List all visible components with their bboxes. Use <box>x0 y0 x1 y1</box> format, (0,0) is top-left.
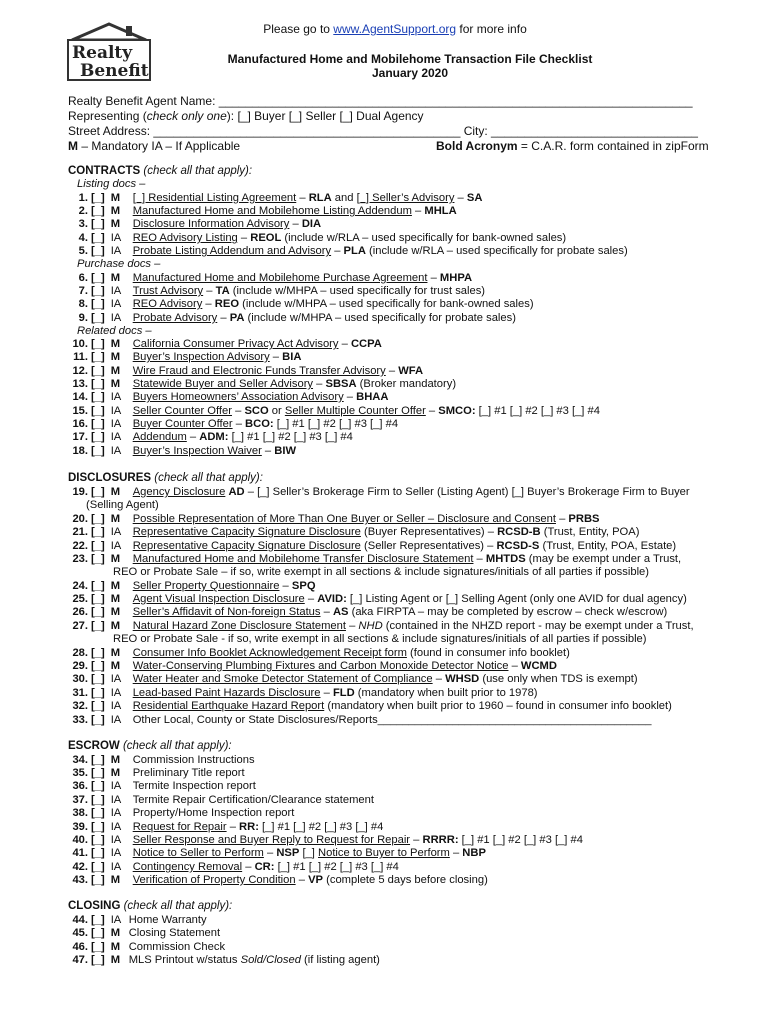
item-text: Seller’s Affidavit of Non-foreign Status – AS (aka FIRPTA – may be completed by escrow – check w/escrow) <box>132 606 668 618</box>
item-requirement-type: IA <box>110 285 122 297</box>
item-number: 47. <box>72 954 88 966</box>
checklist-item <box>64 338 382 351</box>
item-requirement-type: IA <box>110 445 122 457</box>
item-text: Property/Home Inspection report <box>132 807 295 819</box>
checklist-item <box>113 566 649 579</box>
item-checkbox[interactable]: [_] <box>91 847 105 859</box>
item-text: Natural Hazard Zone Disclosure Statement – NHD (contained in the NHZD report - may be exempt under a Trust, <box>132 620 694 632</box>
item-checkbox[interactable]: [_] <box>91 431 105 443</box>
checklist-item <box>64 687 538 700</box>
item-checkbox[interactable]: [_] <box>91 647 105 659</box>
document-title <box>0 52 770 80</box>
item-checkbox[interactable]: [_] <box>91 927 105 939</box>
item-checkbox[interactable]: [_] <box>91 391 105 403</box>
item-text: Buyer’s Inspection Advisory – BIA <box>132 351 302 363</box>
checklist-item <box>64 365 423 378</box>
item-text: Termite Repair Certification/Clearance statement <box>132 794 374 806</box>
item-requirement-type: M <box>110 754 121 766</box>
item-requirement-type: IA <box>110 687 122 699</box>
item-text: Representative Capacity Signature Disclosure (Buyer Representatives) – RCSD-B (Trust, Entity, POA) <box>132 526 640 538</box>
item-number: 4. <box>78 232 88 244</box>
item-checkbox[interactable]: [_] <box>91 861 105 873</box>
item-requirement-type: M <box>110 620 121 632</box>
item-text: Verification of Property Condition – VP (complete 5 days before closing) <box>132 874 488 886</box>
item-requirement-type: M <box>110 553 121 565</box>
item-text: Manufactured Home and Mobilehome Transfer Disclosure Statement – MHTDS (may be exempt under a Trust, <box>132 553 682 565</box>
item-number: 28. <box>72 647 88 659</box>
item-requirement-type: M <box>110 927 121 939</box>
item-requirement-type: IA <box>110 834 122 846</box>
item-number: 17. <box>72 431 88 443</box>
item-text: Manufactured Home and Mobilehome Purchase Agreement – MHPA <box>132 272 473 284</box>
item-text: Seller Response and Buyer Reply to Request for Repair – RRRR: [_] #1 [_] #2 [_] #3 [_] #4 <box>132 834 583 846</box>
logo-text-realty: Realty <box>72 43 133 63</box>
item-number: 39. <box>72 821 88 833</box>
checklist-item <box>64 927 220 940</box>
checklist-item <box>64 660 557 673</box>
item-number: 13. <box>72 378 88 390</box>
subsection-related-docs: Related docs – <box>77 325 152 337</box>
item-text: Possible Representation of More Than One Buyer or Seller – Disclosure and Consent – PRBS <box>132 513 600 525</box>
item-number: 25. <box>72 593 88 605</box>
checklist-item <box>64 298 534 311</box>
legend-bold-acronym: Bold Acronym = C.A.R. form contained in zipForm <box>436 139 709 153</box>
checklist-item <box>64 780 256 793</box>
item-number: 46. <box>72 941 88 953</box>
item-checkbox[interactable]: [_] <box>91 513 105 525</box>
item-number: 38. <box>72 807 88 819</box>
item-number: 27. <box>72 620 88 632</box>
item-checkbox[interactable]: [_] <box>91 780 105 792</box>
item-number: 6. <box>78 272 88 284</box>
checklist-item <box>64 593 687 606</box>
checklist-item <box>64 526 639 539</box>
item-checkbox[interactable]: [_] <box>91 445 105 457</box>
item-text: REO Advisory – REO (include w/MHPA – used specifically for bank-owned sales) <box>132 298 534 310</box>
item-requirement-type: M <box>110 593 121 605</box>
item-checkbox[interactable]: [_] <box>91 821 105 833</box>
item-text: Termite Inspection report <box>132 780 256 792</box>
item-text: California Consumer Privacy Act Advisory – CCPA <box>132 338 382 350</box>
item-checkbox[interactable]: [_] <box>91 298 105 310</box>
item-requirement-type: IA <box>110 418 122 430</box>
item-text: Water Heater and Smoke Detector Statement of Compliance – WHSD (use only when TDS is exempt) <box>132 673 638 685</box>
item-checkbox[interactable]: [_] <box>91 767 105 779</box>
item-checkbox[interactable]: [_] <box>91 687 105 699</box>
item-requirement-type: IA <box>110 526 122 538</box>
item-number: 35. <box>72 767 88 779</box>
item-requirement-type: IA <box>110 391 122 403</box>
item-text: Seller Property Questionnaire – SPQ <box>132 580 316 592</box>
checklist-item <box>64 794 374 807</box>
checklist-item <box>64 445 296 458</box>
item-requirement-type: M <box>110 378 121 390</box>
section-escrow: ESCROW (check all that apply): <box>68 740 232 752</box>
checklist-item <box>64 874 488 887</box>
item-requirement-type: M <box>110 647 121 659</box>
item-number: 22. <box>72 540 88 552</box>
item-checkbox[interactable]: [_] <box>91 794 105 806</box>
item-text: (Selling Agent) <box>86 499 159 511</box>
item-text: Agent Visual Inspection Disclosure – AVID: [_] Listing Agent or [_] Selling Agent (only one AVID for dual agency) <box>132 593 687 605</box>
item-number: 20. <box>72 513 88 525</box>
item-requirement-type: IA <box>110 312 122 324</box>
item-text: Manufactured Home and Mobilehome Listing Addendum – MHLA <box>132 205 457 217</box>
item-requirement-type: M <box>110 365 121 377</box>
item-requirement-type: M <box>110 218 121 230</box>
item-number: 2. <box>78 205 88 217</box>
checklist-item <box>64 834 583 847</box>
checklist-item <box>64 513 600 526</box>
agentsupport-link[interactable]: www.AgentSupport.org <box>333 22 457 36</box>
logo-text-benefit: Benefit <box>80 61 149 81</box>
item-text: Buyer Counter Offer – BCO: [_] #1 [_] #2 [_] #3 [_] #4 <box>132 418 399 430</box>
section-closing: CLOSING (check all that apply): <box>68 900 233 912</box>
checklist-item <box>64 673 638 686</box>
item-checkbox[interactable]: [_] <box>91 660 105 672</box>
checklist-item <box>64 205 457 218</box>
item-checkbox[interactable]: [_] <box>91 351 105 363</box>
item-number: 44. <box>72 914 88 926</box>
item-requirement-type: M <box>110 486 121 498</box>
subsection-listing-docs: Listing docs – <box>77 178 146 190</box>
item-text: Representative Capacity Signature Disclosure (Seller Representatives) – RCSD-S (Trust, Entity, POA, Estate) <box>132 540 677 552</box>
item-requirement-type: IA <box>110 714 122 726</box>
item-number: 7. <box>78 285 88 297</box>
item-requirement-type: IA <box>110 673 122 685</box>
item-requirement-type: M <box>110 606 121 618</box>
item-requirement-type: IA <box>110 540 122 552</box>
checklist-item <box>64 405 600 418</box>
item-requirement-type: IA <box>110 298 122 310</box>
subsection-purchase-docs: Purchase docs – <box>77 258 161 270</box>
item-number: 26. <box>72 606 88 618</box>
item-number: 29. <box>72 660 88 672</box>
item-checkbox[interactable]: [_] <box>91 874 105 886</box>
item-requirement-type: IA <box>110 821 122 833</box>
checklist-item <box>64 312 516 325</box>
item-number: 12. <box>72 365 88 377</box>
checklist-item <box>64 714 651 727</box>
section-contracts: CONTRACTS (check all that apply): <box>68 165 253 177</box>
item-requirement-type: M <box>110 874 121 886</box>
item-requirement-type: M <box>110 351 121 363</box>
item-checkbox[interactable]: [_] <box>91 378 105 390</box>
checklist-item <box>64 847 486 860</box>
item-text: Notice to Seller to Perform – NSP [_] Notice to Buyer to Perform – NBP <box>132 847 486 859</box>
item-requirement-type: M <box>110 192 121 204</box>
item-text: [_] Residential Listing Agreement – RLA and [_] Seller’s Advisory – SA <box>132 192 483 204</box>
checklist-item <box>64 272 472 285</box>
item-number: 40. <box>72 834 88 846</box>
item-number: 24. <box>72 580 88 592</box>
item-text: Lead-based Paint Hazards Disclosure – FLD (mandatory when built prior to 1978) <box>132 687 538 699</box>
checklist-item <box>64 914 207 927</box>
item-checkbox[interactable]: [_] <box>91 941 105 953</box>
item-text: Buyers Homeowners’ Association Advisory – BHAA <box>132 391 389 403</box>
item-text: Water-Conserving Plumbing Fixtures and Carbon Monoxide Detector Notice – WCMD <box>132 660 557 672</box>
item-text: REO or Probate Sale - if so, write exempt in all sections & include signatures/initials of all parties if possible) <box>113 633 647 645</box>
checklist-item <box>64 391 388 404</box>
item-number: 31. <box>72 687 88 699</box>
checklist-item <box>64 861 399 874</box>
checklist-item <box>64 378 456 391</box>
item-requirement-type: M <box>110 580 121 592</box>
item-text: REO Advisory Listing – REOL (include w/RLA – used specifically for bank-owned sales) <box>132 232 567 244</box>
item-text: Closing Statement <box>128 927 221 939</box>
item-number: 30. <box>72 673 88 685</box>
item-checkbox[interactable]: [_] <box>91 272 105 284</box>
item-number: 37. <box>72 794 88 806</box>
checklist-item <box>64 954 380 967</box>
checklist-item <box>64 245 628 258</box>
checklist-item <box>64 431 353 444</box>
checklist-item <box>64 700 672 713</box>
checklist-item <box>64 553 681 566</box>
item-number: 19. <box>72 486 88 498</box>
item-text: MLS Printout w/status Sold/Closed (if listing agent) <box>128 954 380 966</box>
item-checkbox[interactable]: [_] <box>91 540 105 552</box>
item-requirement-type: M <box>110 338 121 350</box>
checklist-item <box>64 580 316 593</box>
item-number: 15. <box>72 405 88 417</box>
checklist-item <box>64 647 570 660</box>
item-checkbox[interactable]: [_] <box>91 606 105 618</box>
item-checkbox[interactable]: [_] <box>91 714 105 726</box>
title-date: January 2020 <box>371 66 449 80</box>
item-checkbox[interactable]: [_] <box>91 673 105 685</box>
item-text: Wire Fraud and Electronic Funds Transfer Advisory – WFA <box>132 365 424 377</box>
checklist-item <box>64 807 294 820</box>
item-number: 21. <box>72 526 88 538</box>
item-number: 34. <box>72 754 88 766</box>
item-requirement-type: M <box>110 767 121 779</box>
item-checkbox[interactable]: [_] <box>91 954 105 966</box>
agent-name-line[interactable]: Realty Benefit Agent Name: _______________________________________________________________________ <box>68 94 693 108</box>
item-checkbox[interactable]: [_] <box>91 620 105 632</box>
item-number: 8. <box>78 298 88 310</box>
item-checkbox[interactable]: [_] <box>91 593 105 605</box>
item-checkbox[interactable]: [_] <box>91 914 105 926</box>
item-text: Residential Earthquake Hazard Report (mandatory when built prior to 1960 – found in consumer info booklet) <box>132 700 672 712</box>
representing-line[interactable]: Representing (check only one): [_] Buyer [_] Seller [_] Dual Agency <box>68 109 424 123</box>
item-requirement-type: M <box>110 513 121 525</box>
item-text: Probate Listing Addendum and Advisory – PLA (include w/RLA – used specifically for probate sales) <box>132 245 628 257</box>
item-checkbox[interactable]: [_] <box>91 580 105 592</box>
item-checkbox[interactable]: [_] <box>91 700 105 712</box>
item-checkbox[interactable]: [_] <box>91 405 105 417</box>
item-number: 42. <box>72 861 88 873</box>
item-checkbox[interactable]: [_] <box>91 754 105 766</box>
item-text: Preliminary Title report <box>132 767 245 779</box>
item-number: 33. <box>72 714 88 726</box>
item-text: Contingency Removal – CR: [_] #1 [_] #2 [_] #3 [_] #4 <box>132 861 399 873</box>
item-text: Statewide Buyer and Seller Advisory – SBSA (Broker mandatory) <box>132 378 457 390</box>
item-checkbox[interactable]: [_] <box>91 418 105 430</box>
checklist-item <box>64 418 398 431</box>
item-text: Other Local, County or State Disclosures/Reports____________________________________________ <box>132 714 652 726</box>
item-number: 1. <box>78 192 88 204</box>
checklist-item <box>64 351 301 364</box>
item-text: Agency Disclosure AD – [_] Seller’s Brokerage Firm to Seller (Listing Agent) [_] Buyer’s Brokerage Firm to Buyer <box>132 486 690 498</box>
checklist-item <box>64 754 255 767</box>
item-number: 10. <box>72 338 88 350</box>
item-requirement-type: M <box>110 954 121 966</box>
item-number: 45. <box>72 927 88 939</box>
item-text: Probate Advisory – PA (include w/MHPA – used specifically for probate sales) <box>132 312 516 324</box>
item-number: 11. <box>73 351 88 363</box>
item-requirement-type: IA <box>110 405 122 417</box>
item-text: Disclosure Information Advisory – DIA <box>132 218 322 230</box>
item-number: 23. <box>72 553 88 565</box>
item-checkbox[interactable]: [_] <box>91 553 105 565</box>
item-text: Request for Repair – RR: [_] #1 [_] #2 [_] #3 [_] #4 <box>132 821 384 833</box>
item-requirement-type: IA <box>110 232 122 244</box>
item-text: Home Warranty <box>128 914 207 926</box>
item-checkbox[interactable]: [_] <box>91 365 105 377</box>
item-number: 3. <box>78 218 88 230</box>
item-requirement-type: M <box>110 660 121 672</box>
item-number: 14. <box>72 391 88 403</box>
item-requirement-type: M <box>110 272 121 284</box>
checklist-item <box>64 767 245 780</box>
item-text: Consumer Info Booklet Acknowledgement Receipt form (found in consumer info booklet) <box>132 647 570 659</box>
checklist-item <box>64 232 566 245</box>
item-requirement-type: IA <box>110 861 122 873</box>
checklist-item <box>64 620 694 633</box>
checklist-item <box>64 285 485 298</box>
item-number: 9. <box>78 312 88 324</box>
item-text: Buyer’s Inspection Waiver – BIW <box>132 445 297 457</box>
checklist-item <box>64 941 225 954</box>
item-text: Addendum – ADM: [_] #1 [_] #2 [_] #3 [_] #4 <box>132 431 353 443</box>
item-checkbox[interactable]: [_] <box>91 218 105 230</box>
item-checkbox[interactable]: [_] <box>91 526 105 538</box>
item-text: REO or Probate Sale – if so, write exempt in all sections & include signatures/initials of all parties if possible) <box>113 566 650 578</box>
street-address-line[interactable]: Street Address: ______________________________________________ City: _______________________________ <box>68 124 698 138</box>
checklist-item <box>64 192 482 205</box>
item-number: 32. <box>72 700 88 712</box>
item-requirement-type: M <box>110 941 121 953</box>
item-checkbox[interactable]: [_] <box>91 338 105 350</box>
item-requirement-type: IA <box>110 807 122 819</box>
item-checkbox[interactable]: [_] <box>91 312 105 324</box>
section-disclosures: DISCLOSURES (check all that apply): <box>68 472 263 484</box>
item-requirement-type: IA <box>110 780 122 792</box>
item-number: 36. <box>72 780 88 792</box>
checklist-item <box>113 633 647 646</box>
checklist-item <box>64 540 676 553</box>
checklist-item <box>64 218 321 231</box>
info-note: Please go to www.AgentSupport.org for more info <box>263 22 527 36</box>
item-number: 43. <box>72 874 88 886</box>
item-requirement-type: IA <box>110 914 122 926</box>
legend-mandatory: M – Mandatory IA – If Applicable <box>68 139 241 153</box>
item-checkbox[interactable]: [_] <box>91 285 105 297</box>
checklist-item <box>64 821 383 834</box>
item-number: 16. <box>72 418 88 430</box>
item-number: 18. <box>72 445 88 457</box>
item-requirement-type: IA <box>110 245 122 257</box>
checklist-item <box>86 499 159 512</box>
item-checkbox[interactable]: [_] <box>91 486 105 498</box>
item-number: 41. <box>72 847 88 859</box>
item-checkbox[interactable]: [_] <box>91 245 105 257</box>
item-requirement-type: IA <box>110 794 122 806</box>
item-text: Trust Advisory – TA (include w/MHPA – used specifically for trust sales) <box>132 285 486 297</box>
item-checkbox[interactable]: [_] <box>91 807 105 819</box>
item-requirement-type: M <box>110 205 121 217</box>
checklist-item <box>64 606 667 619</box>
item-requirement-type: IA <box>110 847 122 859</box>
item-text: Seller Counter Offer – SCO or Seller Multiple Counter Offer – SMCO: [_] #1 [_] #2 [_] #3 [_] #4 <box>132 405 600 417</box>
item-checkbox[interactable]: [_] <box>91 205 105 217</box>
item-requirement-type: IA <box>110 700 122 712</box>
item-checkbox[interactable]: [_] <box>91 834 105 846</box>
item-text: Commission Instructions <box>132 754 255 766</box>
item-requirement-type: IA <box>110 431 122 443</box>
item-number: 5. <box>78 245 88 257</box>
title-line: Manufactured Home and Mobilehome Transaction File Checklist <box>227 52 593 66</box>
item-text: Commission Check <box>128 941 226 953</box>
item-checkbox[interactable]: [_] <box>91 192 105 204</box>
checklist-item <box>64 486 690 499</box>
item-checkbox[interactable]: [_] <box>91 232 105 244</box>
